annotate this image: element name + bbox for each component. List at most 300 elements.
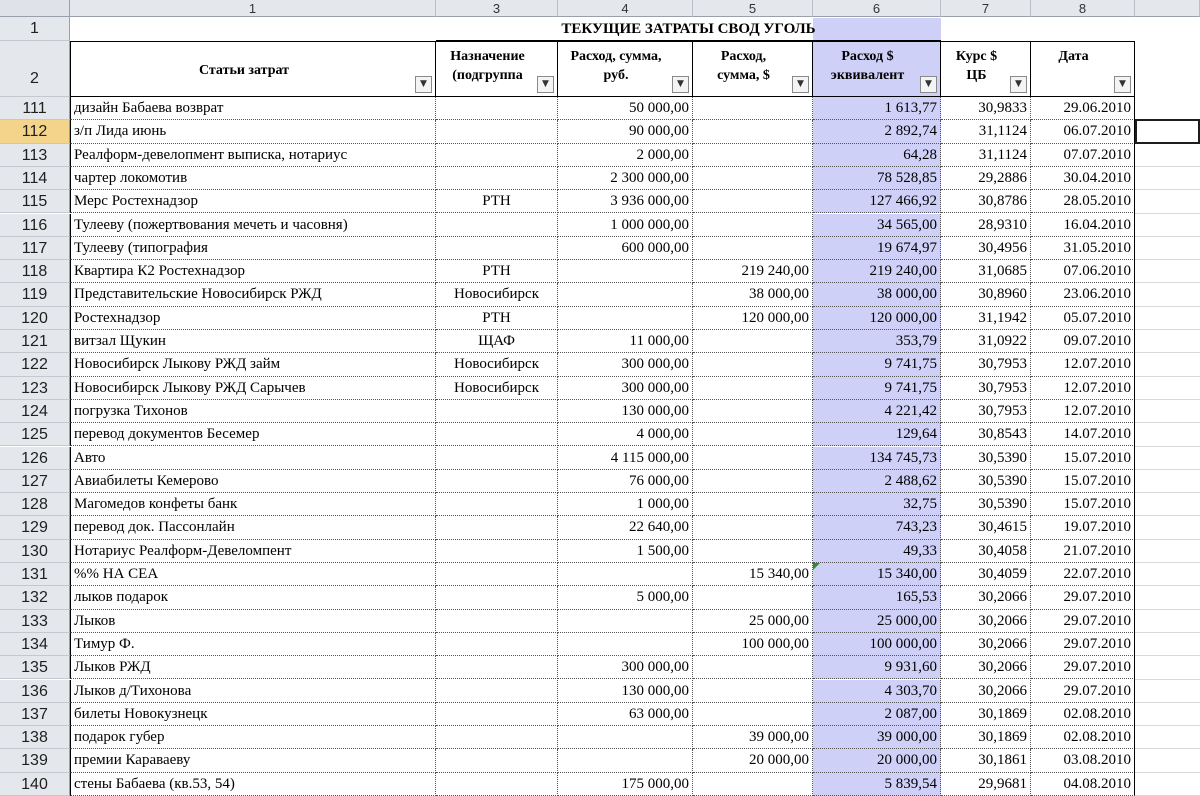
table-cell[interactable] (693, 377, 813, 400)
row-header[interactable]: 120 (0, 307, 70, 330)
table-cell[interactable]: 2 000,00 (558, 144, 693, 167)
table-cell[interactable]: 30,5390 (941, 493, 1031, 516)
table-cell[interactable]: 353,79 (813, 330, 941, 353)
table-cell[interactable]: 07.06.2010 (1031, 260, 1135, 283)
table-cell[interactable]: 76 000,00 (558, 470, 693, 493)
table-cell[interactable]: 12.07.2010 (1031, 400, 1135, 423)
table-cell[interactable]: перевод документов Бесемер (70, 423, 436, 446)
header-label: Курс $ ЦБ (955, 49, 998, 83)
empty-cell-gridline (1135, 609, 1200, 610)
table-cell[interactable] (436, 726, 558, 749)
empty-cell-gridline (1135, 632, 1200, 633)
table-cell[interactable]: 04.08.2010 (1031, 773, 1135, 796)
table-cell[interactable]: 20 000,00 (813, 749, 941, 772)
empty-cell-gridline (1135, 772, 1200, 773)
table-cell[interactable]: 90 000,00 (558, 120, 693, 143)
table-cell[interactable] (436, 214, 558, 237)
empty-cell-gridline (1135, 422, 1200, 423)
table-cell[interactable] (693, 400, 813, 423)
table-cell[interactable]: 25 000,00 (693, 610, 813, 633)
table-cell[interactable] (558, 283, 693, 306)
header-label: Расход $ эквивалент (830, 49, 905, 83)
filter-dropdown-icon[interactable]: ▼ (1114, 76, 1131, 93)
table-cell[interactable] (693, 447, 813, 470)
table-cell[interactable]: 31,1942 (941, 307, 1031, 330)
table-cell[interactable]: 22.07.2010 (1031, 563, 1135, 586)
row-header[interactable]: 116 (0, 214, 70, 237)
empty-cell-gridline (1135, 282, 1200, 283)
column-header[interactable]: 1 (70, 0, 436, 17)
row-header[interactable]: 137 (0, 703, 70, 726)
table-cell[interactable]: Лыков РЖД (70, 656, 436, 679)
table-cell[interactable]: РТН (436, 260, 558, 283)
table-cell[interactable]: 30,2066 (941, 633, 1031, 656)
table-cell[interactable] (693, 493, 813, 516)
table-cell[interactable]: Авиабилеты Кемерово (70, 470, 436, 493)
table-cell[interactable] (436, 470, 558, 493)
table-cell[interactable]: 15 340,00 (813, 563, 941, 586)
table-cell[interactable] (436, 97, 558, 120)
empty-cell-gridline (1135, 748, 1200, 749)
table-cell[interactable]: 63 000,00 (558, 703, 693, 726)
row-header[interactable]: 117 (0, 237, 70, 260)
table-cell[interactable]: з/п Лида июнь (70, 120, 436, 143)
row-header[interactable]: 135 (0, 656, 70, 679)
table-cell[interactable]: 1 000 000,00 (558, 214, 693, 237)
table-cell[interactable]: 12.07.2010 (1031, 377, 1135, 400)
table-cell[interactable] (693, 470, 813, 493)
table-cell[interactable]: 29.07.2010 (1031, 656, 1135, 679)
table-cell[interactable]: Тимур Ф. (70, 633, 436, 656)
table-cell[interactable]: 600 000,00 (558, 237, 693, 260)
table-cell[interactable]: 1 500,00 (558, 540, 693, 563)
table-cell[interactable]: 30,7953 (941, 377, 1031, 400)
table-cell[interactable]: 30,5390 (941, 447, 1031, 470)
table-cell[interactable] (436, 400, 558, 423)
table-cell[interactable]: 9 931,60 (813, 656, 941, 679)
table-cell[interactable]: Представительские Новосибирск РЖД (70, 283, 436, 306)
table-cell[interactable]: Авто (70, 447, 436, 470)
empty-cell-gridline (1135, 189, 1200, 190)
table-cell[interactable]: Тулееву (пожертвования мечеть и часовня) (70, 214, 436, 237)
table-cell[interactable]: 9 741,75 (813, 377, 941, 400)
table-cell[interactable]: РТН (436, 190, 558, 213)
table-cell[interactable] (436, 680, 558, 703)
table-cell[interactable]: 30,8786 (941, 190, 1031, 213)
row-header[interactable]: 132 (0, 586, 70, 609)
empty-cell-gridline (1135, 655, 1200, 656)
table-cell[interactable]: 29.07.2010 (1031, 633, 1135, 656)
table-cell[interactable]: 134 745,73 (813, 447, 941, 470)
empty-cell-gridline (1135, 213, 1200, 214)
row-header[interactable]: 131 (0, 563, 70, 586)
table-cell[interactable]: 34 565,00 (813, 214, 941, 237)
table-cell[interactable] (436, 423, 558, 446)
column-header[interactable]: 5 (693, 0, 813, 17)
table-cell[interactable] (558, 726, 693, 749)
table-cell[interactable]: 130 000,00 (558, 400, 693, 423)
table-cell[interactable]: 129,64 (813, 423, 941, 446)
row-header[interactable]: 130 (0, 540, 70, 563)
table-cell[interactable]: Лыков (70, 610, 436, 633)
table-cell[interactable]: 38 000,00 (813, 283, 941, 306)
table-cell[interactable]: 4 221,42 (813, 400, 941, 423)
table-cell[interactable]: 31,1124 (941, 144, 1031, 167)
table-cell[interactable]: 1 613,77 (813, 97, 941, 120)
table-cell[interactable]: 02.08.2010 (1031, 726, 1135, 749)
comment-indicator-icon (813, 563, 820, 570)
row-header[interactable]: 114 (0, 167, 70, 190)
table-cell[interactable]: 5 000,00 (558, 586, 693, 609)
table-right-border (1134, 41, 1135, 795)
table-cell[interactable]: Новосибирск (436, 283, 558, 306)
row-header[interactable]: 118 (0, 260, 70, 283)
header-label: Расход, сумма, руб. (570, 49, 662, 83)
table-cell[interactable]: 30,2066 (941, 610, 1031, 633)
header-label: Расход, сумма, $ (717, 49, 770, 83)
table-cell[interactable]: 30,8543 (941, 423, 1031, 446)
row-header[interactable]: 111 (0, 97, 70, 120)
filter-dropdown-icon[interactable]: ▼ (1010, 76, 1027, 93)
table-cell[interactable]: 30,2066 (941, 680, 1031, 703)
table-cell[interactable]: 1 000,00 (558, 493, 693, 516)
filter-dropdown-icon[interactable]: ▼ (537, 76, 554, 93)
empty-cell-gridline (1135, 585, 1200, 586)
row-header[interactable]: 127 (0, 470, 70, 493)
empty-cell-gridline (1135, 329, 1200, 330)
table-cell[interactable] (693, 680, 813, 703)
table-cell[interactable]: 31,1124 (941, 120, 1031, 143)
row-header[interactable]: 126 (0, 447, 70, 470)
header-label: Статьи затрат (198, 63, 290, 78)
table-cell[interactable]: ЩАФ (436, 330, 558, 353)
table-cell[interactable] (693, 516, 813, 539)
table-cell[interactable] (436, 610, 558, 633)
table-cell[interactable]: 30,2066 (941, 656, 1031, 679)
table-cell[interactable]: 38 000,00 (693, 283, 813, 306)
table-cell[interactable]: 28.05.2010 (1031, 190, 1135, 213)
row-header[interactable]: 125 (0, 423, 70, 446)
empty-cell-gridline (1135, 562, 1200, 563)
table-cell[interactable]: 219 240,00 (813, 260, 941, 283)
table-cell[interactable]: 02.08.2010 (1031, 703, 1135, 726)
table-cell[interactable]: 09.07.2010 (1031, 330, 1135, 353)
table-cell[interactable] (436, 703, 558, 726)
column-header[interactable]: 4 (558, 0, 693, 17)
table-cell[interactable] (693, 167, 813, 190)
table-cell[interactable]: 25 000,00 (813, 610, 941, 633)
table-cell[interactable]: подарок губер (70, 726, 436, 749)
table-cell[interactable]: 175 000,00 (558, 773, 693, 796)
table-cell[interactable]: 31,0685 (941, 260, 1031, 283)
table-cell[interactable]: 19.07.2010 (1031, 516, 1135, 539)
empty-cell-gridline (1135, 679, 1200, 680)
table-cell[interactable] (558, 633, 693, 656)
table-cell[interactable] (436, 656, 558, 679)
row-header[interactable]: 128 (0, 493, 70, 516)
table-cell[interactable]: 29.06.2010 (1031, 97, 1135, 120)
table-cell[interactable] (436, 516, 558, 539)
row-header[interactable]: 112 (0, 120, 70, 143)
column-header[interactable]: 6 (813, 0, 941, 17)
table-cell[interactable]: дизайн Бабаева возврат (70, 97, 436, 120)
table-cell[interactable]: Новосибирск (436, 377, 558, 400)
row-header[interactable]: 129 (0, 516, 70, 539)
table-cell[interactable]: Новосибирск (436, 353, 558, 376)
table-cell[interactable]: 30,4058 (941, 540, 1031, 563)
table-cell[interactable]: 219 240,00 (693, 260, 813, 283)
table-cell[interactable]: Новосибирск Лыкову РЖД займ (70, 353, 436, 376)
table-cell[interactable]: 130 000,00 (558, 680, 693, 703)
table-cell[interactable]: Ростехнадзор (70, 307, 436, 330)
column-header-blank (1135, 0, 1200, 17)
empty-cell-gridline (1135, 492, 1200, 493)
table-cell[interactable]: 120 000,00 (693, 307, 813, 330)
table-cell[interactable]: 15.07.2010 (1031, 493, 1135, 516)
row-header[interactable]: 139 (0, 749, 70, 772)
table-cell[interactable]: 30,4956 (941, 237, 1031, 260)
table-cell[interactable] (436, 773, 558, 796)
table-cell[interactable] (558, 260, 693, 283)
empty-cell-gridline (1135, 446, 1200, 447)
table-cell[interactable] (558, 610, 693, 633)
row-header[interactable]: 113 (0, 144, 70, 167)
table-cell[interactable] (558, 749, 693, 772)
empty-cell-gridline (1135, 725, 1200, 726)
table-cell[interactable]: 30,8960 (941, 283, 1031, 306)
table-cell[interactable]: 100 000,00 (813, 633, 941, 656)
table-cell[interactable]: 300 000,00 (558, 656, 693, 679)
column-header[interactable]: 3 (436, 0, 558, 17)
table-cell[interactable]: витзал Щукин (70, 330, 436, 353)
table-cell[interactable]: 23.06.2010 (1031, 283, 1135, 306)
table-cell[interactable] (436, 586, 558, 609)
table-cell[interactable]: 07.07.2010 (1031, 144, 1135, 167)
table-cell[interactable] (558, 563, 693, 586)
table-cell[interactable]: 12.07.2010 (1031, 353, 1135, 376)
active-cell[interactable] (1135, 119, 1200, 143)
table-cell[interactable]: Тулееву (типография (70, 237, 436, 260)
table-cell[interactable]: 39 000,00 (813, 726, 941, 749)
filter-dropdown-icon[interactable]: ▼ (792, 76, 809, 93)
table-cell[interactable] (693, 190, 813, 213)
column-header-cell (693, 41, 813, 97)
table-cell[interactable] (693, 120, 813, 143)
table-cell[interactable]: 29.07.2010 (1031, 680, 1135, 703)
table-cell[interactable]: погрузка Тихонов (70, 400, 436, 423)
table-cell[interactable]: 15.07.2010 (1031, 447, 1135, 470)
table-cell[interactable]: 64,28 (813, 144, 941, 167)
empty-cell-gridline (1135, 236, 1200, 237)
table-cell[interactable]: 05.07.2010 (1031, 307, 1135, 330)
table-cell[interactable]: 30,4059 (941, 563, 1031, 586)
table-cell[interactable] (693, 773, 813, 796)
row-header[interactable]: 138 (0, 726, 70, 749)
column-header[interactable]: 8 (1031, 0, 1135, 17)
column-header-cell (813, 41, 941, 97)
table-cell[interactable]: Магомедов конфеты банк (70, 493, 436, 516)
row-header[interactable]: 123 (0, 377, 70, 400)
table-cell[interactable]: 49,33 (813, 540, 941, 563)
row-header[interactable]: 115 (0, 190, 70, 213)
row-header[interactable]: 133 (0, 610, 70, 633)
table-cell[interactable]: Квартира К2 Ростехнадзор (70, 260, 436, 283)
table-cell[interactable]: 743,23 (813, 516, 941, 539)
table-cell[interactable]: 2 488,62 (813, 470, 941, 493)
column-header-cell (70, 41, 436, 97)
row-header[interactable]: 122 (0, 353, 70, 376)
empty-cell-gridline (1135, 469, 1200, 470)
table-cell[interactable]: 2 892,74 (813, 120, 941, 143)
table-cell[interactable]: чартер локомотив (70, 167, 436, 190)
empty-cell-gridline (1135, 702, 1200, 703)
table-cell[interactable]: 20 000,00 (693, 749, 813, 772)
table-cell[interactable]: 30,1861 (941, 749, 1031, 772)
table-cell[interactable] (436, 447, 558, 470)
row-header[interactable]: 119 (0, 283, 70, 306)
table-cell[interactable] (693, 214, 813, 237)
table-cell[interactable]: 06.07.2010 (1031, 120, 1135, 143)
table-cell[interactable]: 19 674,97 (813, 237, 941, 260)
table-cell[interactable]: перевод док. Пассонлайн (70, 516, 436, 539)
select-all-corner[interactable] (0, 0, 70, 17)
table-cell[interactable]: Новосибирск Лыкову РЖД Сарычев (70, 377, 436, 400)
table-cell[interactable]: РТН (436, 307, 558, 330)
table-cell[interactable] (693, 237, 813, 260)
table-cell[interactable]: 50 000,00 (558, 97, 693, 120)
table-cell[interactable] (693, 540, 813, 563)
row-header[interactable]: 136 (0, 680, 70, 703)
table-cell[interactable]: 22 640,00 (558, 516, 693, 539)
table-cell[interactable]: 30,4615 (941, 516, 1031, 539)
table-cell[interactable] (693, 97, 813, 120)
table-cell[interactable] (693, 144, 813, 167)
table-cell[interactable] (436, 540, 558, 563)
filter-dropdown-icon[interactable]: ▼ (415, 76, 432, 93)
table-cell[interactable] (436, 749, 558, 772)
row-header[interactable]: 121 (0, 330, 70, 353)
table-cell[interactable] (693, 353, 813, 376)
table-cell[interactable] (436, 493, 558, 516)
table-cell[interactable]: 4 303,70 (813, 680, 941, 703)
table-cell[interactable]: лыков подарок (70, 586, 436, 609)
table-cell[interactable]: билеты Новокузнецк (70, 703, 436, 726)
table-cell[interactable]: 100 000,00 (693, 633, 813, 656)
table-cell[interactable]: 03.08.2010 (1031, 749, 1135, 772)
table-cell[interactable]: 29.07.2010 (1031, 586, 1135, 609)
table-cell[interactable] (693, 703, 813, 726)
table-cell[interactable]: стены Бабаева (кв.53, 54) (70, 773, 436, 796)
row-header[interactable]: 140 (0, 773, 70, 796)
table-cell[interactable] (693, 656, 813, 679)
table-cell[interactable]: Мерс Ростехнадзор (70, 190, 436, 213)
table-cell[interactable]: Реалформ-девелопмент выписка, нотариус (70, 144, 436, 167)
table-cell[interactable] (436, 120, 558, 143)
table-cell[interactable] (436, 237, 558, 260)
column-header-cell (1031, 41, 1135, 97)
filter-dropdown-icon[interactable]: ▼ (920, 76, 937, 93)
table-cell[interactable]: 16.04.2010 (1031, 214, 1135, 237)
table-cell[interactable]: 300 000,00 (558, 353, 693, 376)
table-cell[interactable] (436, 633, 558, 656)
table-cell[interactable]: 32,75 (813, 493, 941, 516)
table-cell[interactable]: 31,0922 (941, 330, 1031, 353)
table-cell[interactable]: 30,7953 (941, 400, 1031, 423)
table-cell[interactable]: 39 000,00 (693, 726, 813, 749)
table-cell[interactable] (693, 423, 813, 446)
table-cell[interactable]: 4 000,00 (558, 423, 693, 446)
table-cell[interactable]: 2 087,00 (813, 703, 941, 726)
table-cell[interactable] (436, 144, 558, 167)
table-cell[interactable]: 30.04.2010 (1031, 167, 1135, 190)
empty-cell-gridline (1135, 306, 1200, 307)
table-cell[interactable]: 11 000,00 (558, 330, 693, 353)
table-cell[interactable]: 30,1869 (941, 703, 1031, 726)
column-header-cell (436, 41, 558, 97)
table-cell[interactable]: 29.07.2010 (1031, 610, 1135, 633)
table-cell[interactable]: 165,53 (813, 586, 941, 609)
table-cell[interactable]: 300 000,00 (558, 377, 693, 400)
table-cell[interactable]: 14.07.2010 (1031, 423, 1135, 446)
table-cell[interactable]: 2 300 000,00 (558, 167, 693, 190)
table-cell[interactable]: премии Караваеву (70, 749, 436, 772)
row-header[interactable]: 134 (0, 633, 70, 656)
table-cell[interactable]: 30,2066 (941, 586, 1031, 609)
column-header-cell (558, 41, 693, 97)
table-cell[interactable]: 30,7953 (941, 353, 1031, 376)
table-cell[interactable]: 15 340,00 (693, 563, 813, 586)
filter-dropdown-icon[interactable]: ▼ (672, 76, 689, 93)
table-cell[interactable]: 3 936 000,00 (558, 190, 693, 213)
table-cell[interactable] (558, 307, 693, 330)
table-cell[interactable]: 21.07.2010 (1031, 540, 1135, 563)
table-cell[interactable]: 5 839,54 (813, 773, 941, 796)
empty-cell-gridline (1135, 259, 1200, 260)
table-cell[interactable]: 30,9833 (941, 97, 1031, 120)
empty-cell-gridline (1135, 515, 1200, 516)
column-header[interactable]: 7 (941, 0, 1031, 17)
table-cell[interactable]: 30,1869 (941, 726, 1031, 749)
table-cell[interactable] (436, 167, 558, 190)
row-header[interactable]: 124 (0, 400, 70, 423)
sheet-title[interactable]: ТЕКУЩИЕ ЗАТРАТЫ СВОД УГОЛЬ (436, 18, 941, 41)
table-cell[interactable]: Лыков д/Тихонова (70, 680, 436, 703)
row-header[interactable]: 2 (0, 41, 70, 97)
table-cell[interactable] (693, 586, 813, 609)
empty-cell-gridline (1135, 539, 1200, 540)
table-cell[interactable]: 30,5390 (941, 470, 1031, 493)
table-cell[interactable]: 29,9681 (941, 773, 1031, 796)
table-cell[interactable]: 29,2886 (941, 167, 1031, 190)
table-cell[interactable]: 127 466,92 (813, 190, 941, 213)
table-cell[interactable]: 9 741,75 (813, 353, 941, 376)
column-header-cell (941, 41, 1031, 97)
header-label: Дата (1058, 49, 1089, 64)
table-cell[interactable]: 4 115 000,00 (558, 447, 693, 470)
empty-cell-gridline (1135, 399, 1200, 400)
row-header[interactable]: 1 (0, 17, 70, 41)
table-cell[interactable]: 15.07.2010 (1031, 470, 1135, 493)
table-cell[interactable]: 31.05.2010 (1031, 237, 1135, 260)
table-cell[interactable]: Нотариус Реалформ-Девеломпент (70, 540, 436, 563)
table-cell[interactable]: 78 528,85 (813, 167, 941, 190)
table-cell[interactable]: 120 000,00 (813, 307, 941, 330)
table-cell[interactable]: %% НА СЕА (70, 563, 436, 586)
table-cell[interactable] (693, 330, 813, 353)
table-cell[interactable] (436, 563, 558, 586)
table-cell[interactable]: 28,9310 (941, 214, 1031, 237)
empty-cell-gridline (1135, 376, 1200, 377)
